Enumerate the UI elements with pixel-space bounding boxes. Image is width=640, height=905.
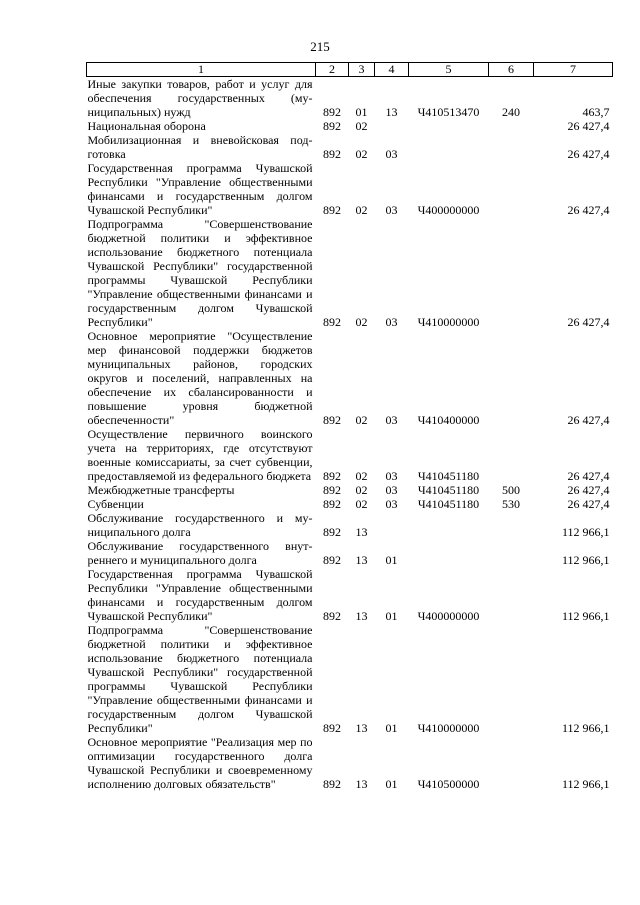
row-name: Государственная программа Чувашской Республики "Управление общественными финансами и государственным долгом Чувашской Республики" [87, 161, 313, 217]
row-target-article [409, 511, 489, 539]
row-expense-type: 240 [502, 105, 520, 119]
row-admin-code: 892 [323, 609, 341, 623]
row-subsection: 03 [385, 497, 398, 511]
row-target-article: Ч410513470 [417, 105, 480, 119]
row-admin-code: 892 [323, 147, 341, 161]
row-name: Обслуживание государственного и муниципального долга [87, 511, 313, 539]
row-subsection: 01 [385, 721, 398, 735]
row-section: 13 [355, 525, 368, 539]
row-expense-type [489, 133, 534, 161]
row-expense-type: 530 [502, 497, 520, 511]
row-expense-type: 500 [502, 483, 520, 497]
row-amount: 112 966,1 [561, 553, 610, 567]
row-subsection: 03 [385, 483, 398, 497]
row-amount: 26 427,4 [567, 413, 610, 427]
row-name: Подпрограмма "Совершенствование бюджетной политики и эффективное использование бюджетного потенциала Чувашской Республики" государственной программы Чувашской Республики "Управление общественными финансами и государственным долгом Чувашской Республики" [87, 217, 313, 329]
row-amount: 26 427,4 [567, 469, 610, 483]
row-section: 02 [355, 119, 368, 133]
table-row [87, 483, 613, 497]
row-subsection: 03 [385, 315, 398, 329]
row-admin-code: 892 [323, 483, 341, 497]
row-subsection: 03 [385, 203, 398, 217]
row-admin-code: 892 [323, 777, 341, 791]
row-target-article: Ч410000000 [417, 315, 480, 329]
row-subsection: 01 [385, 777, 398, 791]
row-name: Мобилизационная и вневойсковая подготовка [87, 133, 313, 161]
row-name: Субвенции [87, 497, 144, 511]
row-subsection: 13 [385, 105, 398, 119]
row-expense-type [489, 217, 534, 329]
column-header: 5 [409, 63, 489, 77]
row-target-article: Ч410000000 [417, 721, 480, 735]
row-section: 02 [355, 315, 368, 329]
row-amount: 26 427,4 [567, 119, 610, 133]
row-target-article [409, 133, 489, 161]
row-target-article [409, 539, 489, 567]
row-amount: 112 966,1 [561, 721, 610, 735]
row-section: 13 [355, 553, 368, 567]
row-section: 13 [355, 777, 368, 791]
column-header: 3 [349, 63, 375, 77]
row-target-article: Ч410500000 [417, 777, 480, 791]
row-admin-code: 892 [323, 119, 341, 133]
column-header: 1 [87, 63, 316, 77]
row-target-article: Ч410451180 [417, 469, 480, 483]
row-subsection: 03 [385, 469, 398, 483]
row-section: 01 [355, 105, 368, 119]
row-expense-type [489, 735, 534, 791]
row-admin-code: 892 [323, 413, 341, 427]
row-expense-type [489, 511, 534, 539]
row-expense-type [489, 161, 534, 217]
row-amount: 26 427,4 [567, 497, 610, 511]
row-expense-type [489, 119, 534, 133]
column-header: 4 [375, 63, 409, 77]
row-section: 02 [355, 147, 368, 161]
row-section: 13 [355, 609, 368, 623]
row-subsection: 01 [385, 609, 398, 623]
row-expense-type [489, 567, 534, 623]
row-name: Государственная программа Чувашской Республики "Управление общественными финансами и государственным долгом Чувашской Республики" [87, 567, 313, 623]
row-section: 02 [355, 203, 368, 217]
table-row [87, 539, 613, 567]
table-row [87, 77, 613, 120]
row-admin-code: 892 [323, 553, 341, 567]
row-name: Осуществление первичного воинского учета на территориях, где отсутствуют военные комиссариаты, за счет субвенции, предоставляемой из федерального бюджета [87, 427, 313, 483]
table-row [87, 735, 613, 791]
page-number: 215 [310, 39, 330, 54]
row-expense-type [489, 427, 534, 483]
row-section: 02 [355, 469, 368, 483]
row-subsection [375, 119, 409, 133]
row-name: Основное мероприятие "Осуществление мер финансовой поддержки бюджетов муниципальных районов, городских округов и поселений, направленных на обеспечение их сбалансированности и повышение уровня бюджетной обеспеченности" [87, 329, 313, 427]
table-row [87, 133, 613, 161]
column-header: 6 [489, 63, 534, 77]
column-header: 7 [534, 63, 613, 77]
row-amount: 112 966,1 [561, 525, 610, 539]
row-section: 02 [355, 497, 368, 511]
row-amount: 26 427,4 [567, 315, 610, 329]
table-row [87, 329, 613, 427]
row-amount: 26 427,4 [567, 203, 610, 217]
row-expense-type [489, 329, 534, 427]
column-header: 2 [316, 63, 349, 77]
table-row [87, 427, 613, 483]
table-row [87, 217, 613, 329]
row-subsection: 01 [385, 553, 398, 567]
row-target-article [409, 119, 489, 133]
row-admin-code: 892 [323, 203, 341, 217]
table-row [87, 497, 613, 511]
row-target-article: Ч410451180 [417, 483, 480, 497]
row-amount: 463,7 [582, 105, 610, 119]
table-row [87, 119, 613, 133]
row-admin-code: 892 [323, 315, 341, 329]
row-name: Подпрограмма "Совершенствование бюджетной политики и эффективное использование бюджетного потенциала Чувашской Республики" государственной программы Чувашской Республики "Управление общественными финансами и государственным долгом Чувашской Республики" [87, 623, 313, 735]
column-number-row [87, 63, 613, 77]
row-section: 02 [355, 413, 368, 427]
row-admin-code: 892 [323, 497, 341, 511]
row-admin-code: 892 [323, 721, 341, 735]
row-subsection [375, 511, 409, 539]
row-expense-type [489, 623, 534, 735]
row-target-article: Ч410400000 [417, 413, 480, 427]
row-admin-code: 892 [323, 469, 341, 483]
row-expense-type [489, 539, 534, 567]
row-name: Обслуживание государственного внутреннего и муниципального долга [87, 539, 313, 567]
row-amount: 26 427,4 [567, 483, 610, 497]
table-row [87, 567, 613, 623]
row-admin-code: 892 [323, 105, 341, 119]
row-name: Иные закупки товаров, работ и услуг для обеспечения государственных (муниципальных) нужд [87, 77, 313, 119]
row-amount: 26 427,4 [567, 147, 610, 161]
row-name: Межбюджетные трансферты [87, 483, 235, 497]
row-amount: 112 966,1 [561, 777, 610, 791]
budget-table [86, 62, 613, 791]
row-subsection: 03 [385, 147, 398, 161]
row-target-article: Ч410451180 [417, 497, 480, 511]
row-target-article: Ч400000000 [417, 203, 480, 217]
table-row [87, 623, 613, 735]
table-row [87, 511, 613, 539]
row-amount: 112 966,1 [561, 609, 610, 623]
row-target-article: Ч400000000 [417, 609, 480, 623]
row-name: Основное мероприятие "Реализация мер по оптимизации государственного долга Чувашской Республики и своевременному исполнению долговых обязательств" [87, 735, 313, 791]
row-admin-code: 892 [323, 525, 341, 539]
table-row [87, 161, 613, 217]
row-section: 13 [355, 721, 368, 735]
row-section: 02 [355, 483, 368, 497]
row-name: Национальная оборона [87, 119, 206, 133]
row-subsection: 03 [385, 413, 398, 427]
